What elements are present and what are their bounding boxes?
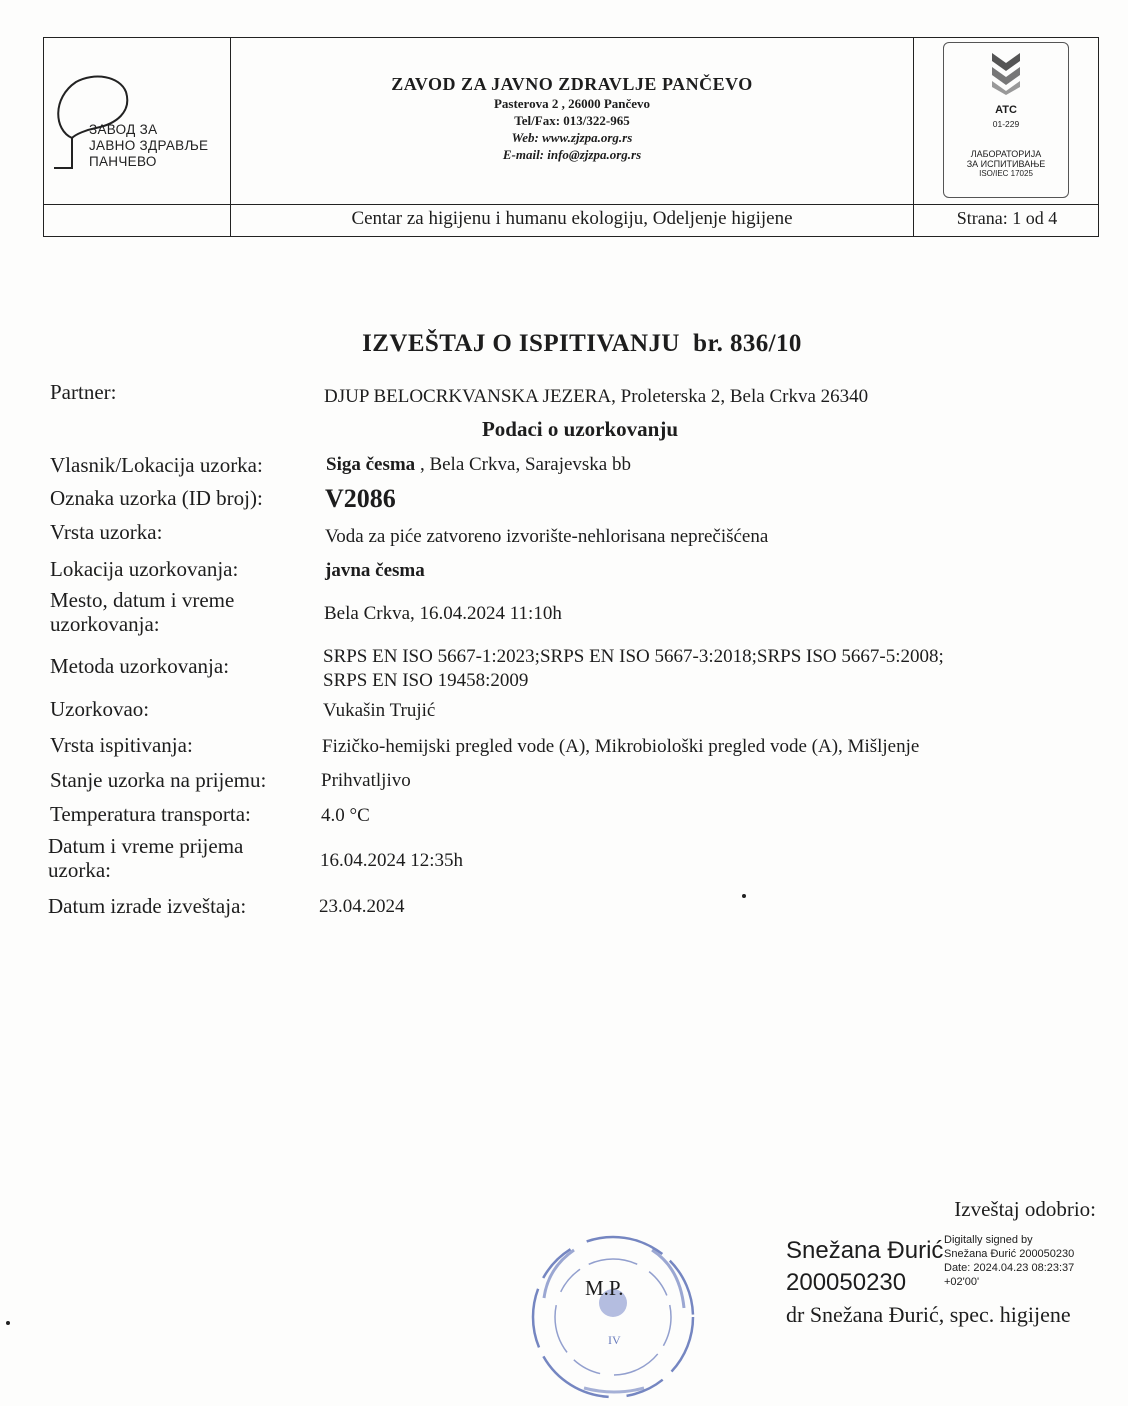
method-value [323, 645, 944, 693]
institution-info [231, 74, 913, 163]
institution-email: E-mail: info@zjzpa.org.rs [502, 147, 642, 162]
svg-text:IV: IV [608, 1333, 621, 1347]
owner-name: Siga česma [326, 454, 416, 475]
sampled-by-value: Vukašin Trujić [323, 700, 436, 721]
location-label: Lokacija uzorkovanja: [50, 557, 239, 581]
place-date-label-line: Mesto, datum i vreme [50, 588, 235, 612]
condition-label: Stanje uzorka na prijemu: [50, 768, 267, 792]
official-stamp-icon [524, 1228, 702, 1406]
institution-name: ZAVOD ZA JAVNO ZDRAVLJE PANČEVO [391, 74, 753, 94]
section-title: Podaci o uzorkovanju [481, 417, 678, 441]
receipt-label-line: uzorka: [48, 858, 111, 882]
method-label: Metoda uzorkovanja: [50, 654, 230, 678]
digital-signature-name [786, 1235, 943, 1299]
logo-text [89, 122, 208, 170]
receipt-value: 16.04.2024 12:35h [320, 850, 464, 871]
partner-value: DJUP BELOCRKVANSKA JEZERA, Proleterska 2, Bela Crkva 26340 [324, 386, 869, 407]
scan-speck [742, 894, 746, 898]
logo-line: ПАНЧЕВО [89, 154, 157, 169]
atc-logo-icon [986, 51, 1026, 97]
atc-number: 01-229 [992, 119, 1020, 129]
sampled-by-label: Uzorkovao: [50, 697, 150, 721]
owner-value [326, 453, 631, 477]
digital-signature-details [944, 1233, 1074, 1289]
receipt-label [48, 834, 243, 882]
signature-meta-line: +02'00' [944, 1276, 980, 1288]
signer-name: dr Snežana Đurić, spec. higijene [786, 1302, 1071, 1327]
test-type-value: Fizičko-hemijski pregled vode (A), Mikrobiološki pregled vode (A), Mišljenje [322, 736, 920, 757]
condition-value: Prihvatljivo [321, 770, 411, 791]
owner-address: , Bela Crkva, Sarajevska bb [415, 454, 631, 475]
logo-line: ЗАВОД ЗА [89, 122, 158, 137]
temperature-label: Temperatura transporta: [50, 802, 251, 826]
partner-label: Partner: [50, 380, 117, 404]
lab-line: ЛАБОРАТОРИЈА [970, 149, 1042, 159]
test-type-label: Vrsta ispitivanja: [50, 733, 193, 757]
signature-meta-line: Digitally signed by [944, 1234, 1033, 1246]
institution-address: Pasterova 2 , 26000 Pančevo [493, 96, 651, 111]
sample-id-label: Oznaka uzorka (ID broj): [50, 486, 263, 510]
logo-line: ЈАВНО ЗДРАВЉЕ [89, 138, 209, 153]
owner-label: Vlasnik/Lokacija uzorka: [50, 453, 263, 477]
method-line: SRPS EN ISO 5667-1:2023;SRPS EN ISO 5667-3:2018;SRPS ISO 5667-5:2008; [323, 646, 944, 667]
department: Centar za higijenu i humanu ekologiju, Odeljenje higijene [351, 208, 793, 229]
header-table [43, 37, 1099, 237]
accreditation-badge [943, 42, 1069, 198]
institution-telfax: Tel/Fax: 013/322-965 [514, 113, 630, 128]
place-date-label [50, 588, 234, 636]
approved-by-label: Izveštaj odobrio: [954, 1197, 1096, 1221]
report-title: IZVEŠTAJ O ISPITIVANJU br. 836/10 [362, 330, 802, 357]
stamp-mark: M.P. [585, 1276, 624, 1300]
page-indicator: Strana: 1 od 4 [956, 208, 1058, 228]
sample-id-value: V2086 [325, 484, 396, 513]
place-date-label-line: uzorkovanja: [50, 612, 160, 636]
signature-meta-line: Date: 2024.04.23 08:23:37 [944, 1262, 1075, 1274]
institution-web: Web: www.zjzpa.org.rs [511, 130, 633, 145]
signature-name-line: Snežana Đurić [786, 1237, 944, 1264]
method-line: SRPS EN ISO 19458:2009 [323, 670, 529, 691]
sample-type-value: Voda za piće zatvoreno izvorište-nehlorisana neprečišćena [325, 526, 769, 547]
receipt-label-line: Datum i vreme prijema [48, 834, 244, 858]
report-date-label: Datum izrade izveštaja: [48, 894, 247, 918]
signature-meta-line: Snežana Đurić 200050230 [944, 1248, 1075, 1260]
lab-standard: ISO/IEC 17025 [979, 169, 1033, 178]
header-divider [913, 38, 914, 236]
header-row-divider [44, 204, 1098, 205]
atc-code: ATC [995, 104, 1017, 116]
signature-id-line: 200050230 [786, 1269, 907, 1296]
sample-type-label: Vrsta uzorka: [50, 520, 163, 544]
location-value: javna česma [325, 560, 425, 581]
lab-line: ЗА ИСПИТИВАЊЕ [966, 159, 1046, 169]
temperature-value: 4.0 °C [321, 805, 370, 826]
report-date-value: 23.04.2024 [319, 896, 405, 917]
place-date-value: Bela Crkva, 16.04.2024 11:10h [324, 603, 562, 624]
scan-speck [6, 1321, 10, 1325]
